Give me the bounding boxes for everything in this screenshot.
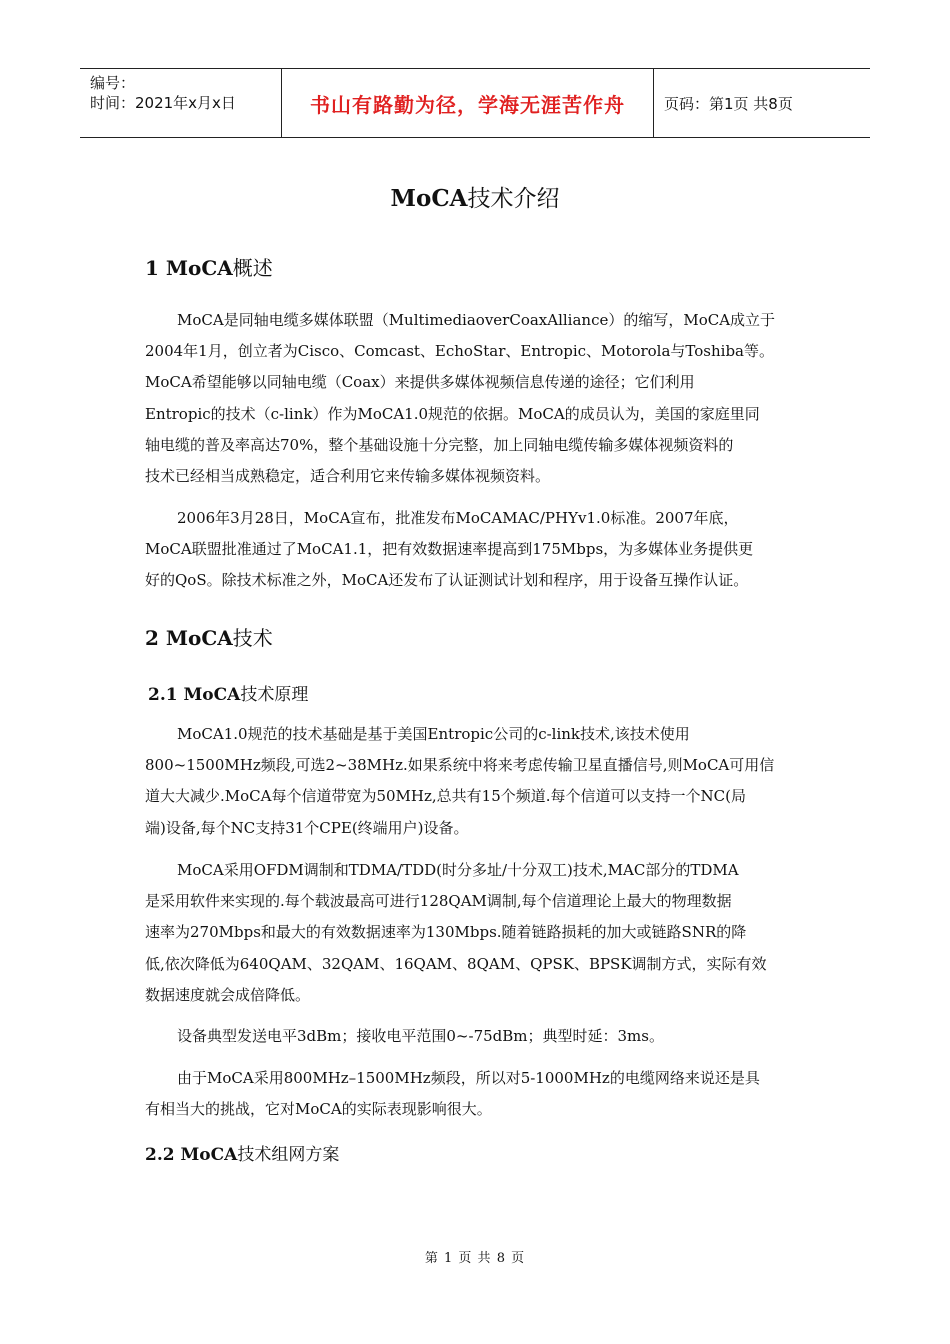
- paragraph-line: 有相当大的挑战，它对MoCA的实际表现影响很大。: [145, 1100, 492, 1119]
- header-motto: 书山有路勤为径，学海无涯苦作舟: [282, 69, 654, 137]
- paragraph-line: MoCA联盟批准通过了MoCA1.1，把有效数据速率提高到175Mbps，为多媒体业务提供更: [145, 540, 754, 559]
- section-2-number: 2 MoCA: [145, 626, 233, 650]
- header-date-label: 时间：2021年x月x日: [90, 94, 236, 112]
- paragraph-line: Entropic的技术（c-link）作为MoCA1.0规范的依据。MoCA的成员认为，美国的家庭里同: [145, 404, 760, 423]
- paragraph-line: 由于MoCA采用800MHz–1500MHz频段，所以对5-1000MHz的电缆网络来说还是具: [177, 1069, 760, 1087]
- paragraph-2: [145, 503, 810, 597]
- page-footer: 第 1 页 共 8 页: [424, 1251, 526, 1266]
- section-2-1-heading: [148, 680, 308, 705]
- header-page-info: 页码：第1页 共8页: [664, 94, 793, 113]
- paragraph-line: 好的QoS。除技术标准之外，MoCA还发布了认证测试计划和程序，用于设备互操作认证。: [145, 571, 749, 590]
- section-2-2-heading: [145, 1140, 339, 1165]
- header-left-cell: [80, 69, 282, 137]
- paragraph-line: 数据速度就会成倍降低。: [145, 985, 311, 1004]
- paragraph-line: 2006年3月28日，MoCA宣布，批准发布MoCAMAC/PHYv1.0标准。2007年底，: [177, 509, 739, 527]
- paragraph-1: [145, 305, 810, 492]
- paragraph-line: 设备典型发送电平3dBm；接收电平范围0~-75dBm；典型时延：3ms。: [177, 1027, 664, 1045]
- paragraph-line: MoCA是同轴电缆多媒体联盟（MultimediaoverCoaxAlliance）的缩写，MoCA成立于: [177, 311, 776, 329]
- paragraph-line: 2004年1月，创立者为Cisco、Comcast、EchoStar、Entropic、Motorola与Toshiba等。: [145, 342, 774, 361]
- section-2-2-title: 技术组网方案: [237, 1145, 340, 1165]
- section-2-1-number: 2.1 MoCA: [148, 685, 241, 705]
- paragraph-line: 800~1500MHz频段,可选2~38MHz.如果系统中将来考虑传输卫星直播信号,则MoCA可用信: [145, 756, 775, 775]
- section-2-heading: [145, 622, 273, 651]
- paragraph-line: 轴电缆的普及率高达70%，整个基础设施十分完整，加上同轴电缆传输多媒体视频资料的: [145, 435, 734, 454]
- paragraph-line: MoCA希望能够以同轴电缆（Coax）来提供多媒体视频信息传递的途径；它们利用: [145, 373, 695, 392]
- paragraph-4: [145, 855, 810, 1011]
- paragraph-line: 端)设备,每个NC支持31个CPE(终端用户)设备。: [145, 818, 469, 837]
- header-number-label: 编号：: [90, 74, 136, 92]
- section-2-2-number: 2.2 MoCA: [145, 1145, 238, 1165]
- section-1-heading: [145, 252, 273, 281]
- paragraph-line: MoCA1.0规范的技术基础是基于美国Entropic公司的c-link技术,该技术使用: [177, 725, 690, 743]
- page-header: [80, 68, 870, 138]
- document-title-cjk: 技术介绍: [467, 186, 560, 212]
- document-title: [0, 180, 950, 213]
- paragraph-line: 速率为270Mbps和最大的有效数据速率为130Mbps.随着链路损耗的加大或链路SNR的降: [145, 923, 747, 942]
- section-2-1-title: 技术原理: [240, 685, 309, 705]
- paragraph-line: 道大大减少.MoCA每个信道带宽为50MHz,总共有15个频道.每个信道可以支持一个NC(局: [145, 787, 746, 806]
- section-1-title: 概述: [232, 256, 273, 280]
- paragraph-6: [145, 1063, 810, 1125]
- paragraph-line: 是采用软件来实现的.每个载波最高可进行128QAM调制,每个信道理论上最大的物理数据: [145, 892, 732, 911]
- paragraph-line: MoCA采用OFDM调制和TDMA/TDD(时分多址/十分双工)技术,MAC部分的TDMA: [177, 861, 739, 879]
- document-title-latin: MoCA: [390, 185, 468, 212]
- section-2-title: 技术: [232, 626, 273, 650]
- paragraph-3: [145, 719, 810, 844]
- paragraph-line: 低,依次降低为640QAM、32QAM、16QAM、8QAM、QPSK、BPSK调制方式，实际有效: [145, 954, 767, 973]
- paragraph-line: 技术已经相当成熟稳定，适合利用它来传输多媒体视频资料。: [145, 467, 551, 486]
- paragraph-5: [145, 1021, 810, 1052]
- section-1-number: 1 MoCA: [145, 256, 233, 280]
